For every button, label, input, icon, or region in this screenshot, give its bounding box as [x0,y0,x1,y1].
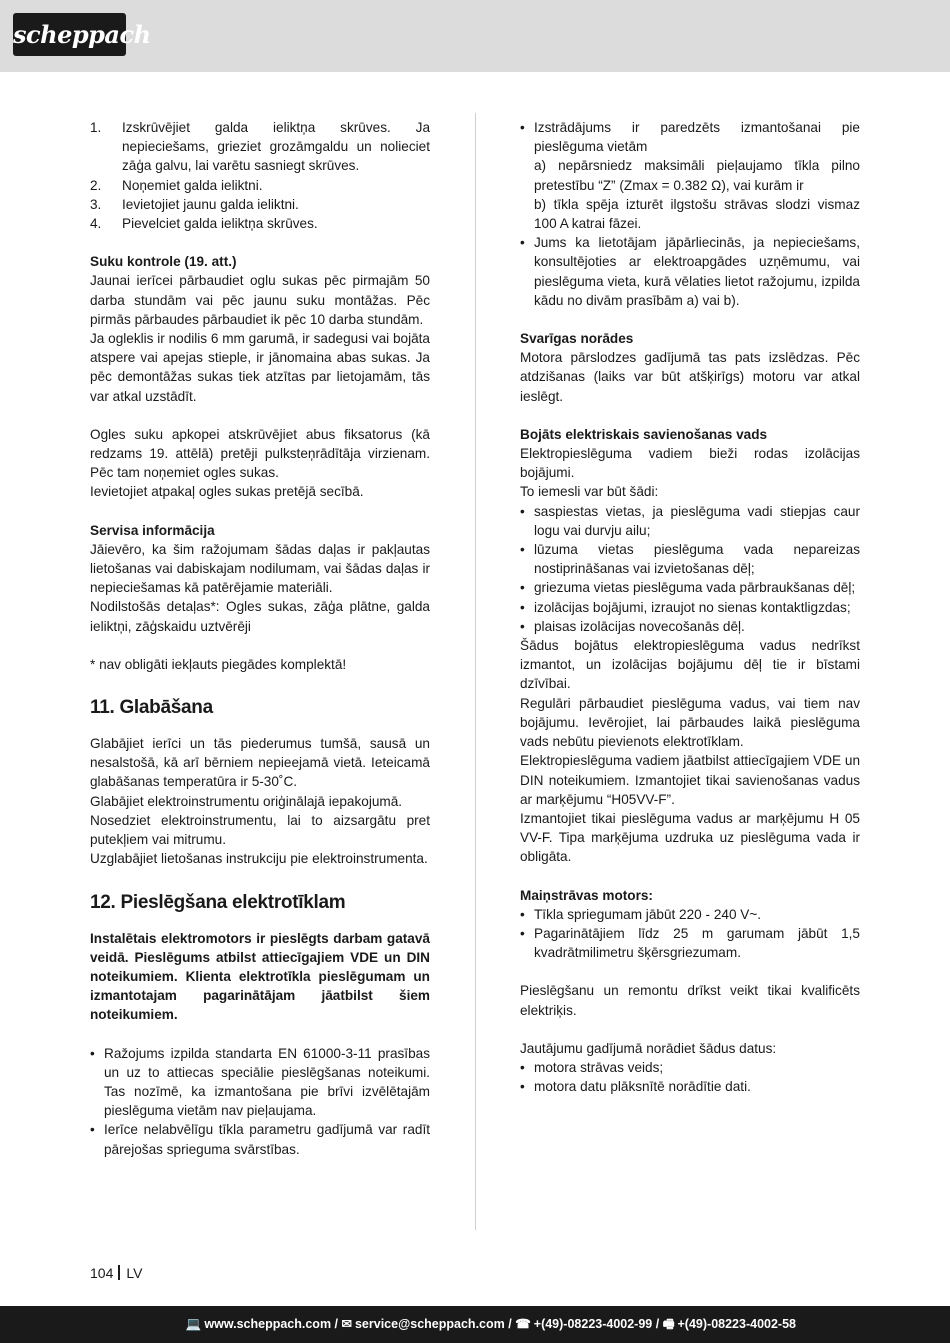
website-link[interactable]: www.scheppach.com / [204,1317,339,1331]
bullet-item: • motora datu plāksnītē norādītie dati. [520,1079,751,1095]
column-divider [475,113,476,1230]
bullet-item: • Ražojums izpilda standarta EN 61000-3-11 prasības un uz to attiecas speciālie pieslēgšanas noteikumi. Tas nozīmē, ka izmantošana pie brīvi izvēlētajām pieslēguma vietām nav pieļaujama. [90,1045,430,1119]
section-title-storage: 11. Glabāšana [90,697,213,719]
page-separator [118,1265,120,1280]
paragraph: Izmantojiet tikai pieslēguma vadus ar marķējumu H 05 VV-F. Tipa marķējuma uzdruka uz pieslēguma vada ir obligāta. [520,810,860,865]
paragraph: Regulāri pārbaudiet pieslēguma vadus, vai tiem nav bojājumu. Ievērojiet, lai pārbaudes laikā pieslēguma vads nebūtu pievienots elektrotīklam. [520,695,860,750]
email-icon: ✉ [341,1317,352,1331]
header-band [0,0,950,72]
bullet-item: • griezuma vietas pieslēguma vada pārbraukšanas dēļ; [520,580,856,596]
paragraph: To iemesli var būt šādi: [520,484,659,500]
bold-paragraph: Instalētais elektromotors ir pieslēgts darbam gatavā veidā. Pieslēgums atbilst attiecīgajiem VDE un DIN noteikumiem. Klienta elektrotīkla pieslēgumam un izmantotajam pagarinātājam jāatbilst šiem noteikumiem. [90,930,430,1023]
paragraph: Motora pārslodzes gadījumā tas pats izslēdzas. Pēc atdzišanas (laiks var būt atšķirīgs) motoru var atkal ieslēgt. [520,350,860,404]
paragraph: Jāievēro, ka šim ražojumam šādas daļas ir pakļautas lietošanas vai dabiskajam nodilumam, vai šādas daļas ir nepieciešamas kā patērējamie materiāli. [90,541,430,596]
right-column [520,118,860,1096]
numbered-item: 1. Izskrūvējiet galda ieliktņa skrūves. Ja nepieciešams, grieziet grozāmgaldu un nolieciet zāģa galvu, lai varētu sasniegt skrūves. [90,120,430,174]
footer-bar [0,1306,950,1343]
paragraph: Pieslēgšanu un remontu drīkst veikt tikai kvalificēts elektriķis. [520,983,860,1018]
bullet-item: • Izstrādājums ir paredzēts izmantošanai pie pieslēguma vietām a) nepārsniedz maksimāli pieļaujamo tīkla pilno pretestību “Z” (Zmax = 0.382 Ω), vai kurām ir b) tīkla spēja izturēt ilgstošu strāvas slodzi vismaz 100 A katrai fāzei. [520,120,860,232]
paragraph: Nodilstošās detaļas*: Ogles sukas, zāģa plātne, galda ieliktņi, zāģskaidu uztvērēji [90,599,430,634]
paragraph: Uzglabājiet lietošanas instrukciju pie elektroinstrumenta. [90,851,428,867]
paragraph: Nosedziet elektroinstrumentu, lai to aizsargātu pret putekļiem vai mitrumu. [90,812,430,848]
bullet-item: • Jums ka lietotājam jāpārliecinās, ja nepieciešams, konsultējoties ar elektroapgādes uzņēmumu, vai pieslēguma vieta, kurā vēlaties lietot ražojumu, izpilda kādu no divām prasībām a) vai b). [520,235,860,308]
service-heading: Servisa informācija [90,522,215,538]
damaged-cable-heading: Bojāts elektriskais savienošanas vads [520,426,768,442]
paragraph: Jautājumu gadījumā norādiet šādus datus: [520,1040,777,1056]
phone-icon: ☎ [515,1317,531,1331]
paragraph: Elektropieslēguma vadiem bieži rodas izolācijas bojājumi. [520,446,860,481]
paragraph: Elektropieslēguma vadiem jāatbilst attiecīgajiem VDE un DIN noteikumiem. Izmantojiet tikai savienošanas vadus ar marķējumu “H05VV-F”. [520,753,861,807]
computer-icon: 💻 [185,1317,202,1331]
brush-heading: Suku kontrole (19. att.) [90,254,237,270]
bullet-item: • motora strāvas veids; [520,1059,664,1075]
paragraph: Ievietojiet atpakaļ ogles sukas pretējā secībā. [90,484,364,500]
paragraph: Ja ogleklis ir nodilis 6 mm garumā, ir sadegusi vai bojāta atspere vai apejas stieple, ir jānomaina abas sukas. Ja pēc demontāžas sukas tiek atzītas par lietojamām, tās var atkal uzstādīt. [90,331,430,404]
phone-number: +(49)-08223-4002-99 / [533,1317,660,1331]
footnote: * nav obligāti iekļauts piegādes komplektā! [90,656,347,672]
bullet-item: • Tīkla spriegumam jābūt 220 - 240 V~. [520,906,762,922]
numbered-item: 4. Pievelciet galda ieliktņa skrūves. [90,216,318,232]
email-link[interactable]: service@scheppach.com / [354,1317,512,1331]
notes-heading: Svarīgas norādes [520,331,634,347]
ac-motor-heading: Maiņstrāvas motors: [520,887,653,903]
numbered-item: 2. Noņemiet galda ieliktni. [90,177,263,193]
scheppach-logo: scheppach [13,13,126,56]
paragraph: Jaunai ierīcei pārbaudiet oglu sukas pēc pirmajām 50 darba stundām vai pēc jaunu suku montāžas. Pēc pirmās pārbaudes pārbaudiet ik pēc 10 darba stundām. [90,273,430,327]
fax-icon: 🖷 [662,1317,675,1331]
bullet-item: • izolācijas bojājumi, izraujot no sienas kontaktligzdas; [520,599,851,615]
paragraph: Ogles suku apkopei atskrūvējiet abus fiksatorus (kā redzams 19. attēlā) pretēji pulksteņrādītāja virzienam. Pēc tam noņemiet ogles sukas. [90,426,430,481]
section-title-electric: 12. Pieslēgšana elektrotīklam [90,891,346,913]
paragraph: Šādus bojātus elektropieslēguma vadus nedrīkst izmantot, un izolācijas bojājumu dēļ tie ir bīstami dzīvībai. [520,638,860,692]
paragraph: Glabājiet ierīci un tās piederumus tumšā, sausā un nesalstošā, kā arī bērniem nepieejamā vietā. Ieteicamā glabāšanas temperatūra ir 5-30˚C. [90,736,430,790]
bullet-item: • Ierīce nelabvēlīgu tīkla parametru gadījumā var radīt pārejošas sprieguma svārstības. [90,1122,430,1157]
left-column [90,118,430,1159]
bullet-item: • lūzuma vietas pieslēguma vada nepareizas nostiprināšanas vai izvietošanas dēļ; [520,542,860,577]
page-number: 104 LV [90,1265,143,1281]
numbered-item: 3. Ievietojiet jaunu galda ieliktni. [90,196,299,212]
bullet-item: • Pagarinātājiem līdz 25 m garumam jābūt 1,5 kvadrātmilimetru šķērsgriezumam. [520,925,860,961]
bullet-item: • saspiestas vietas, ja pieslēguma vadi stiepjas caur logu vai durvju ailu; [520,503,860,538]
fax-number: +(49)-08223-4002-58 [677,1317,796,1331]
paragraph: Glabājiet elektroinstrumentu oriģinālajā iepakojumā. [90,793,403,809]
bullet-item: • plaisas izolācijas novecošanās dēļ. [520,618,745,634]
